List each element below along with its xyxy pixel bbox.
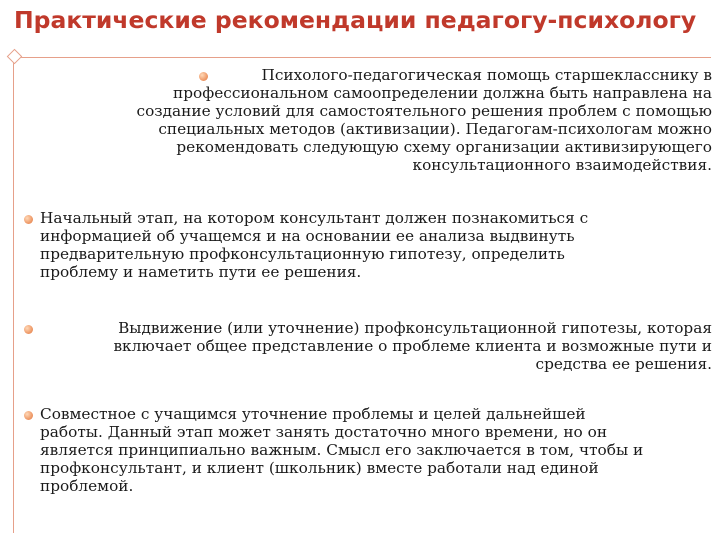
paragraph-3 <box>40 319 712 373</box>
bullet-icon <box>24 215 33 224</box>
paragraph-line: специальных методов (активизации). Педагогам-психологам можно <box>158 120 712 138</box>
paragraph-line: создание условий для самостоятельного решения проблем с помощью <box>136 102 712 120</box>
paragraph-line: предварительную профконсультационную гипотезу, определить <box>40 245 565 263</box>
paragraph-line: Выдвижение (или уточнение) профконсультационной гипотезы, которая <box>118 319 712 337</box>
paragraph-line: Начальный этап, на котором консультант должен познакомиться с <box>40 209 589 227</box>
paragraph-line: Совместное с учащимся уточнение проблемы и целей дальнейшей <box>40 405 586 423</box>
paragraph-1 <box>40 66 712 174</box>
paragraph-2 <box>40 209 712 281</box>
paragraph-line: профессиональном самоопределении должна быть направлена на <box>173 84 712 102</box>
paragraph-line: рекомендовать следующую схему организации активизирующего <box>176 138 712 156</box>
paragraph-line: включает общее представление о проблеме клиента и возможные пути и <box>113 337 712 355</box>
paragraph-line: средства ее решения. <box>535 355 712 373</box>
paragraph-line: является принципиально важным. Смысл его заключается в том, чтобы и <box>40 441 644 459</box>
paragraph-line: Психолого-педагогическая помощь старшекласснику в <box>261 66 712 84</box>
paragraph-4 <box>40 405 712 495</box>
bullet-icon <box>24 411 33 420</box>
paragraph-line: профконсультант, и клиент (школьник) вместе работали над единой <box>40 459 599 477</box>
paragraph-line: информацией об учащемся и на основании ее анализа выдвинуть <box>40 227 575 245</box>
paragraph-line: проблемой. <box>40 477 134 495</box>
slide-title: Практические рекомендации педагогу-психологу <box>14 6 697 34</box>
bullet-icon <box>24 325 33 334</box>
paragraph-line: консультационного взаимодействия. <box>412 156 712 174</box>
paragraph-line: работы. Данный этап может занять достаточно много времени, но он <box>40 423 608 441</box>
paragraph-line: проблему и наметить пути ее решения. <box>40 263 362 281</box>
